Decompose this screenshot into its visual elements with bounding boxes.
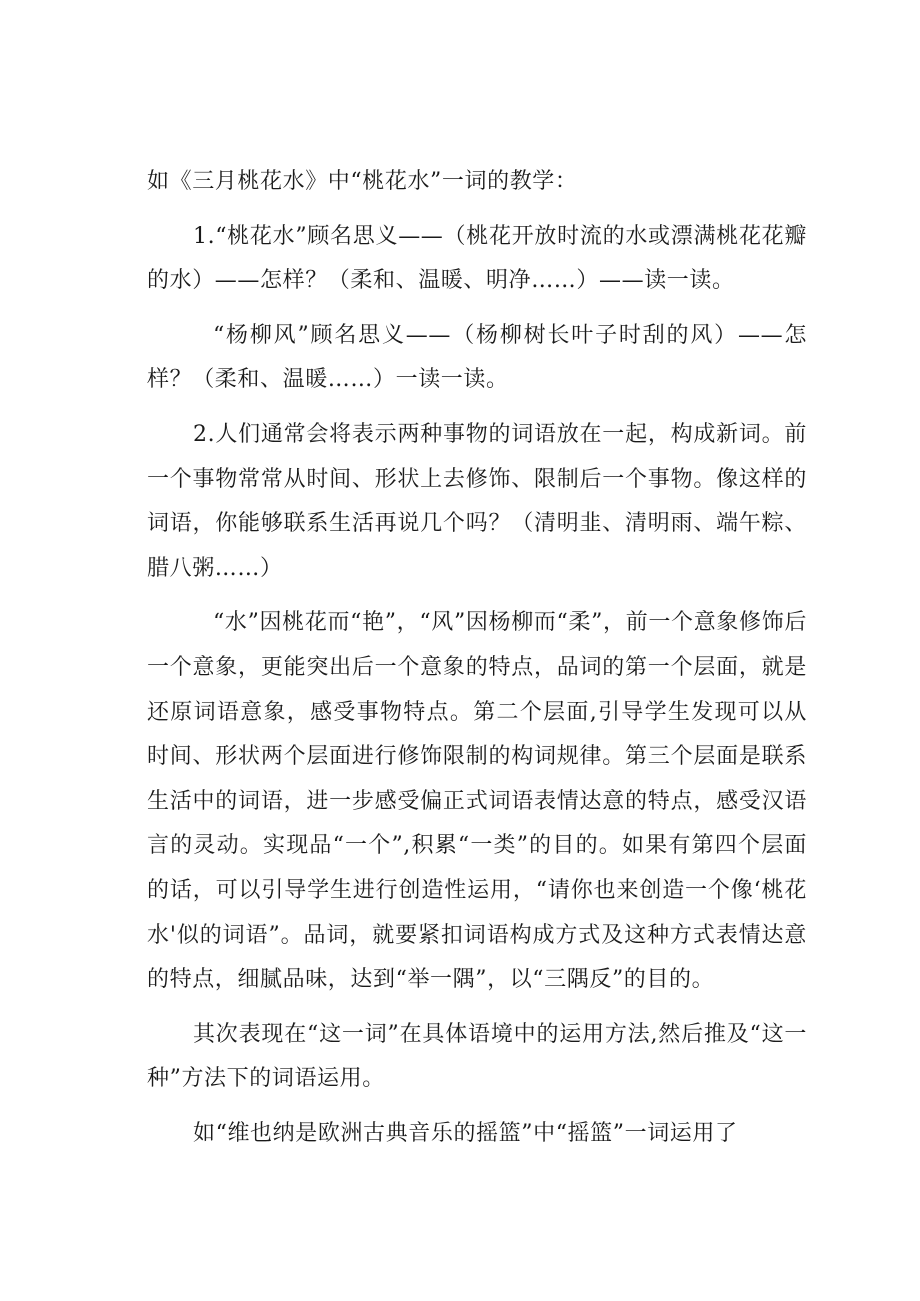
document-body xyxy=(147,160,807,1156)
paragraph-item-2: 2.人们通常会将表示两种事物的词语放在一起，构成新词。前一个事物常常从时间、形状上去修饰、限制后一个事物。像这样的词语，你能够联系生活再说几个吗？（清明韭、清明雨、端午粽、腊八粥……） xyxy=(147,421,807,581)
paragraph-yangliufeng: “杨柳风”顾名思义——（杨柳树长叶子时刮的风）——怎样？（柔和、温暖……）一读一读。 xyxy=(147,322,807,393)
paragraph-item-1: 1.“桃花水”顾名思义——（桃花开放时流的水或漂满桃花花瓣的水）——怎样？（柔和、温暖、明净……）——读一读。 xyxy=(147,223,807,294)
paragraph-secondly: 其次表现在“这一词”在具体语境中的运用方法,然后推及“这一种”方法下的词语运用。 xyxy=(147,1021,807,1092)
paragraph-example: 如“维也纳是欧洲古典音乐的摇篮”中“摇篮”一词运用了 xyxy=(193,1120,738,1146)
paragraph-intro: 如《三月桃花水》中“桃花水”一词的教学： xyxy=(147,169,578,194)
paragraph-analysis: “水”因桃花而“艳”，“风”因杨柳而“柔”，前一个意象修饰后一个意象，更能突出后一个意象的特点，品词的第一个层面，就是还原词语意象，感受事物特点。第二个层面,引导学生发现可以从时间、形状两个层面进行修饰限制的构词规律。第三个层面是联系生活中的词语，进一步感受偏正式词语表情达意的特点，感受汉语言的灵动。实现品“一个”,积累“一类”的目的。如果有第四个层面的话，可以引导学生进行创造性运用，“请你也来创造一个像‘桃花水'似的词语”。品词，就要紧扣词语构成方式及这种方式表情达意的特点，细腻品味，达到“举一隅”，以“三隅反”的目的。 xyxy=(147,610,807,993)
